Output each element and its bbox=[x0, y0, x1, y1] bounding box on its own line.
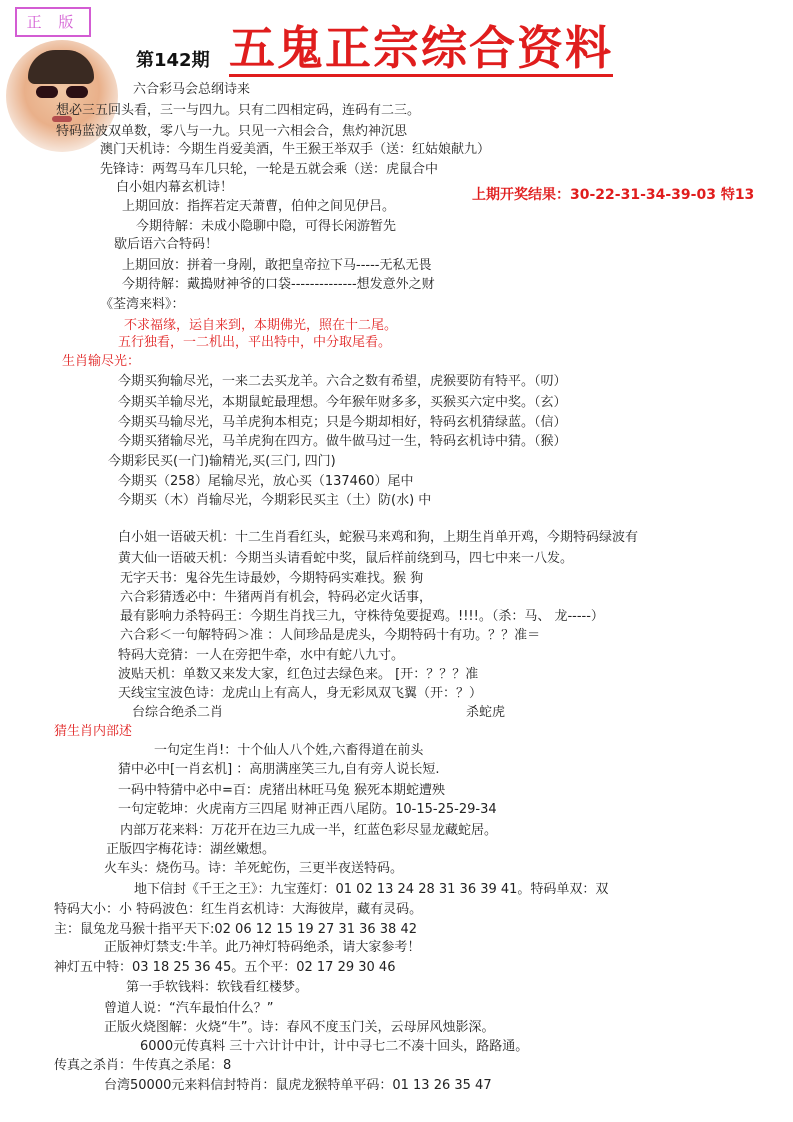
text-line: 先锋诗：两驾马车几只轮，一轮是五就会乘（送：虎鼠合中 bbox=[100, 162, 439, 177]
avatar-hair bbox=[28, 50, 94, 84]
text-line: 不求福缘，运自来到，本期佛光，照在十二尾。 bbox=[124, 318, 398, 333]
text-line: 今期买猪输尽光，马羊虎狗在四方。做牛做马过一生，特码玄机诗中猜。（猴） bbox=[118, 434, 567, 449]
text-line: 一码中特猜中必中=百：虎猪出林旺马兔 猴死本期蛇遭殃 bbox=[118, 783, 446, 798]
text-line: 无字天书：鬼谷先生诗最妙，今期特码实难找。猴 狗 bbox=[120, 571, 424, 586]
text-line: 神灯五中特：03 18 25 36 45。五个平：02 17 29 30 46 bbox=[54, 960, 396, 975]
text-line: 今期待解：未成小隐聊中隐，可得长闲游暂先 bbox=[136, 219, 397, 234]
text-line: 白小姐内幕玄机诗！ bbox=[116, 180, 234, 195]
text-line: 今期买马输尽光，马羊虎狗本相克；只是今期却相好，特码玄机猜绿蓝。（信） bbox=[118, 415, 567, 430]
authentic-badge: 正 版 bbox=[15, 7, 91, 37]
text-line: 澳门天机诗：今期生肖爱美酒，牛王猴王举双手（送：红姑娘献九） bbox=[100, 142, 491, 157]
text-line: 传真之杀肖：牛传真之杀尾：8 bbox=[54, 1058, 232, 1073]
text-line: 正版火烧图解：火烧“牛”。诗：春风不度玉门关，云母屏风烛影深。 bbox=[104, 1020, 495, 1035]
text-line: 今期买（木）肖输尽光，今期彩民买主（土）防(水) 中 bbox=[118, 493, 432, 508]
text-line: 白小姐一语破天机：十二生肖看红头，蛇猴马来鸡和狗，上期生肖单开鸡，今期特码绿波有 bbox=[118, 530, 639, 545]
avatar-glasses-icon bbox=[36, 86, 90, 100]
text-line: 生肖输尽光： bbox=[62, 354, 141, 369]
text-line: 台湾50000元来料信封特肖：鼠虎龙猴特单平码：01 13 26 35 47 bbox=[104, 1078, 492, 1093]
text-line: 想必三五回头看，三一与四九。只有二四相定码，连码有二三。 bbox=[56, 103, 421, 118]
text-line: 主：鼠兔龙马猴十指平天下:02 06 12 15 19 27 31 36 38 42 bbox=[54, 922, 417, 937]
text-line: 曾道人说：“汽车最怕什么？” bbox=[104, 1001, 274, 1016]
text-line: 上期回放：拼着一身剐，敢把皇帝拉下马-----无私无畏 bbox=[122, 258, 432, 273]
page-title: 五鬼正宗综合资料 bbox=[229, 21, 613, 75]
text-line: 今期买（258）尾输尽光，放心买（137460）尾中 bbox=[118, 474, 414, 489]
text-line: 第一手软钱料：软钱看红楼梦。 bbox=[126, 980, 309, 995]
text-line: 六合彩马会总纲诗来 bbox=[133, 82, 251, 97]
text-line: 特码大竞猜：一人在旁把牛牵，水中有蛇八九寸。 bbox=[118, 648, 405, 663]
text-line: 一句定乾坤：火虎南方三四尾 财神正西八尾防。10-15-25-29-34 bbox=[118, 802, 497, 817]
text-line: 《荃湾来料》： bbox=[100, 297, 185, 312]
text-line: 歇后语六合特码！ bbox=[114, 237, 219, 252]
text-line: 杀蛇虎 bbox=[466, 705, 506, 720]
text-line: 正版四字梅花诗：湖丝嫩想。 bbox=[106, 842, 276, 857]
text-line: 内部万花来料：万花开在边三九成一半，红蓝色彩尽显龙藏蛇居。 bbox=[120, 823, 498, 838]
text-line: 地下信封《千王之王》：九宝莲灯：01 02 13 24 28 31 36 39 41。特码单双：双 bbox=[134, 882, 609, 897]
text-line: 今期待解：戴搗财神爷的口袋--------------想发意外之财 bbox=[122, 277, 435, 292]
text-line: 上期回放：指挥若定天萧曹，伯仲之间见伊吕。 bbox=[122, 199, 396, 214]
text-line: 六合彩＜一句解特码＞准 ：人间珍品是虎头，今期特码十有功。？？准＝ bbox=[120, 628, 541, 643]
text-line: 波贴天机：单数又来发大家，红色过去绿色来。 [开：？？？准 bbox=[118, 667, 479, 682]
text-line: 特码大小：小 特码波色：红生肖玄机诗：大海彼岸，藏有灵码。 bbox=[54, 902, 423, 917]
text-line: 黄大仙一语破天机：今期当头请看蛇中奖，鼠后样前绕到马，四七中来一八发。 bbox=[118, 551, 574, 566]
text-line: 猜生肖内部述 bbox=[54, 724, 133, 739]
issue-number: 第142期 bbox=[136, 50, 210, 71]
text-line: 一句定生肖!：十个仙人八个姓,六畜得道在前头 bbox=[154, 743, 424, 758]
text-line: 今期买羊输尽光，本期鼠蛇最理想。今年猴年财多多，买猴买六定中奖。（玄） bbox=[118, 395, 567, 410]
text-line: 猜中必中[一肖玄机] ：高朋满座笑三九,自有旁人说长短. bbox=[118, 762, 440, 777]
text-line: 六合彩猜透必中：牛猪两肖有机会，特码必定火话事， bbox=[120, 590, 433, 605]
last-draw-result: 上期开奖结果：30-22-31-34-39-03 特13 bbox=[472, 187, 755, 203]
text-line: 正版神灯禁支:牛羊。此乃神灯特码绝杀，请大家参考！ bbox=[104, 940, 421, 955]
text-line: 特码蓝波双单数，零八与一九。只见一六相会合，焦灼神沉思 bbox=[56, 124, 408, 139]
text-line: 天线宝宝波色诗：龙虎山上有高人，身无彩凤双飞翼（开：？） bbox=[118, 686, 483, 701]
text-line: 火车头：烧伤马。诗：羊死蛇伤，三更半夜送特码。 bbox=[104, 861, 404, 876]
text-line: 今期彩民买(一门)输精光,买(三门, 四门) bbox=[108, 454, 336, 469]
text-line: 今期买狗输尽光，一来二去买龙羊。六合之数有希望，虎猴要防有特平。（叨） bbox=[118, 374, 567, 389]
text-line: 台综合绝杀二肖 bbox=[132, 705, 224, 720]
text-line: 最有影响力杀特码王：今期生肖找三九，守株待兔要捉鸡。!!!!。（杀：马、 龙-----） bbox=[120, 609, 604, 624]
text-line: 6000元传真料 三十六计计中计，计中寻七二不凑十回头，路路通。 bbox=[140, 1039, 529, 1054]
text-line: 五行独看，一二机出，平出特中，中分取尾看。 bbox=[118, 335, 392, 350]
